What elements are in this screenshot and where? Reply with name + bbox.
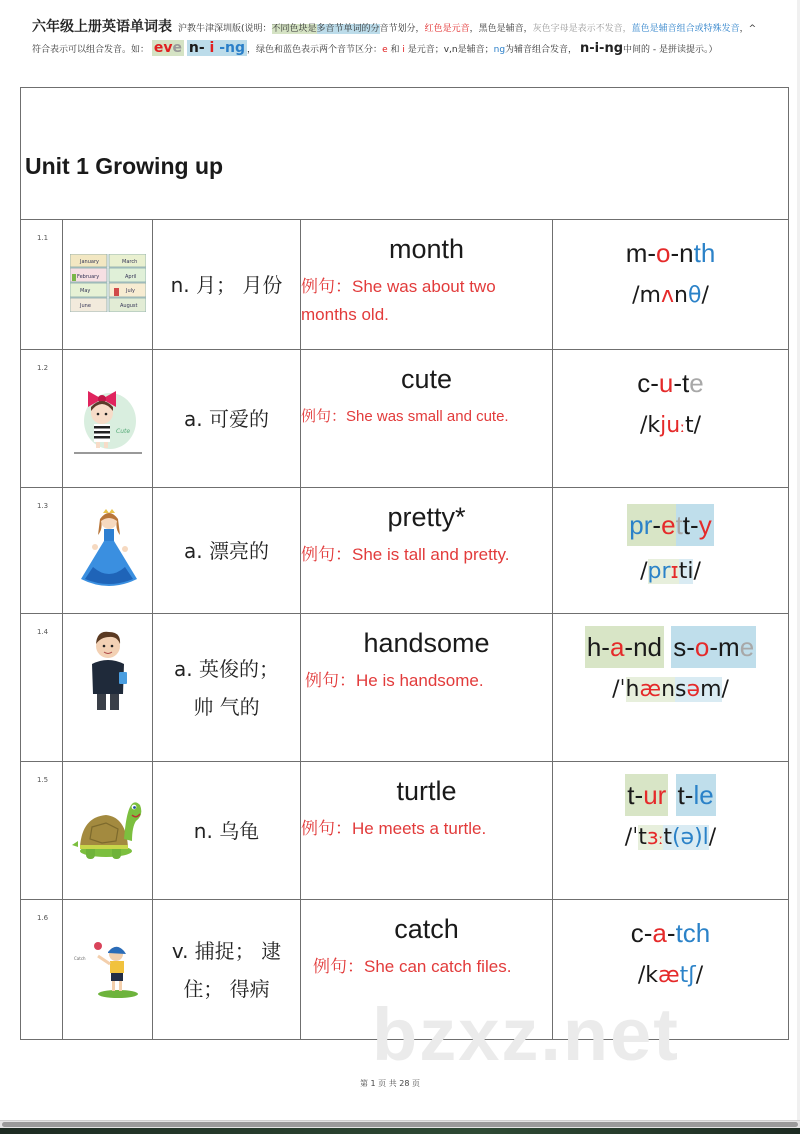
word-image-cell xyxy=(63,220,153,350)
word-image-cell xyxy=(63,350,153,488)
word-cell xyxy=(301,900,553,1040)
word-meaning: a. 可爱的 xyxy=(153,350,301,488)
word: month xyxy=(388,234,465,264)
word-meaning: n. 乌龟 xyxy=(153,762,301,900)
horizontal-scrollbar[interactable] xyxy=(0,1120,800,1128)
phonetic-transcription: /prɪti/ xyxy=(640,559,701,584)
syllable-breakdown: t-ur t-le xyxy=(625,780,715,811)
table-row xyxy=(21,488,789,614)
princess-picture-icon xyxy=(73,507,143,591)
desktop-background xyxy=(0,1128,800,1134)
syllable-breakdown: h-a-nd s-o-me xyxy=(585,632,756,663)
word-number: 1.1 xyxy=(21,220,63,350)
word: catch xyxy=(394,914,459,944)
cute-girl-picture-icon xyxy=(70,377,146,457)
word-cell xyxy=(301,350,553,488)
word-cell xyxy=(301,220,553,350)
months-calendar-picture-icon xyxy=(70,254,146,312)
word-number: 1.3 xyxy=(21,488,63,614)
syllable-breakdown: c-u-te xyxy=(637,368,704,398)
handsome-man-picture-icon xyxy=(83,628,133,712)
word-image-cell xyxy=(63,900,153,1040)
table-row xyxy=(21,614,789,762)
phonetic-transcription: /kætʃ/ xyxy=(637,963,704,988)
phonetic-transcription: /mʌnθ/ xyxy=(632,283,709,308)
word-number: 1.2 xyxy=(21,350,63,488)
scrollbar-thumb[interactable] xyxy=(2,1122,798,1127)
svg-text:June: June xyxy=(79,302,91,309)
word-image-cell xyxy=(63,614,153,762)
example-evening-syllable-1: eve xyxy=(153,40,183,56)
page-footer xyxy=(0,1078,800,1089)
phonics-cell xyxy=(553,900,789,1040)
word: pretty* xyxy=(387,502,466,532)
word-meaning: a. 漂亮的 xyxy=(153,488,301,614)
header-note: 六年级上册英语单词表 沪教牛津深圳版(说明：不同色块是多音节单词的分音节划分，红色是元音，黑色是辅音，灰色字母是表示不发音，蓝色是辅音组合或特殊发音，^符合表示可以组合发音。如： eve n- i -ng ，绿色和蓝色表示两个音节区分：e 和 i 是元音；v,n是辅音；ng为辅音组合发音， n-i-ng中间的 - 是拼读提示。） xyxy=(32,19,757,56)
vocabulary-table xyxy=(20,87,789,1040)
word: cute xyxy=(400,364,453,394)
example-sentence: 例句：He is handsome. xyxy=(305,671,484,690)
turtle-picture-icon xyxy=(72,795,144,863)
word-cell xyxy=(301,614,553,762)
word-number: 1.4 xyxy=(21,614,63,762)
word-image-cell xyxy=(63,488,153,614)
word-meaning: v. 捕捉； 逮 住； 得病 xyxy=(153,900,301,1040)
unit-header-cell xyxy=(21,88,789,220)
svg-text:Catch: Catch xyxy=(73,955,86,961)
svg-text:February: February xyxy=(76,273,99,280)
example-evening-syllable-2: n- i -ng xyxy=(188,40,246,56)
word-number: 1.6 xyxy=(21,900,63,1040)
word-meaning: a. 英俊的； 帅 气的 xyxy=(153,614,301,762)
watermark: bzxz.net xyxy=(372,993,680,1076)
phonics-cell xyxy=(553,762,789,900)
table-row xyxy=(21,350,789,488)
word-cell xyxy=(301,488,553,614)
phonics-cell xyxy=(553,614,789,762)
svg-text:May: May xyxy=(79,287,90,294)
svg-text:March: March xyxy=(121,258,137,265)
svg-text:August: August xyxy=(119,302,137,309)
example-sentence: 例句：She was small and cute. xyxy=(301,408,509,425)
svg-text:July: July xyxy=(125,287,135,294)
phonetic-transcription: /ˈhænsəm/ xyxy=(612,677,729,702)
phonics-cell xyxy=(553,220,789,350)
word-meaning: n. 月； 月份 xyxy=(153,220,301,350)
svg-text:April: April xyxy=(124,273,136,280)
boy-catching-ball-picture-icon xyxy=(70,936,146,1000)
unit-title: Unit 1 Growing up xyxy=(25,153,224,179)
word-cell xyxy=(301,762,553,900)
phonics-cell xyxy=(553,350,789,488)
word: handsome xyxy=(363,628,490,658)
phonetic-transcription: /ˈtɜːt(ə)l/ xyxy=(624,825,717,850)
phonetic-transcription: /kjuːt/ xyxy=(640,413,701,438)
word: turtle xyxy=(396,776,457,806)
document-title: 六年级上册英语单词表 xyxy=(32,19,172,35)
example-sentence: 例句：She can catch files. xyxy=(313,957,512,976)
word-image-cell xyxy=(63,762,153,900)
table-row xyxy=(21,220,789,350)
example-sentence: 例句：She is tall and pretty. xyxy=(301,545,510,564)
svg-text:January: January xyxy=(79,258,99,265)
syllable-breakdown: m-o-nth xyxy=(625,238,716,268)
phonics-cell xyxy=(553,488,789,614)
example-sentence: 例句：She was about two months old. xyxy=(301,277,496,324)
svg-text:Cute: Cute xyxy=(115,427,130,435)
table-row xyxy=(21,762,789,900)
syllable-breakdown: pr-ett-y xyxy=(627,506,713,545)
word-number: 1.5 xyxy=(21,762,63,900)
table-row xyxy=(21,900,789,1040)
example-sentence: 例句：He meets a turtle. xyxy=(301,819,487,838)
page-indicator: 第 1 页 共 28 页 xyxy=(360,1079,420,1088)
syllable-breakdown: c-a-tch xyxy=(630,918,711,948)
